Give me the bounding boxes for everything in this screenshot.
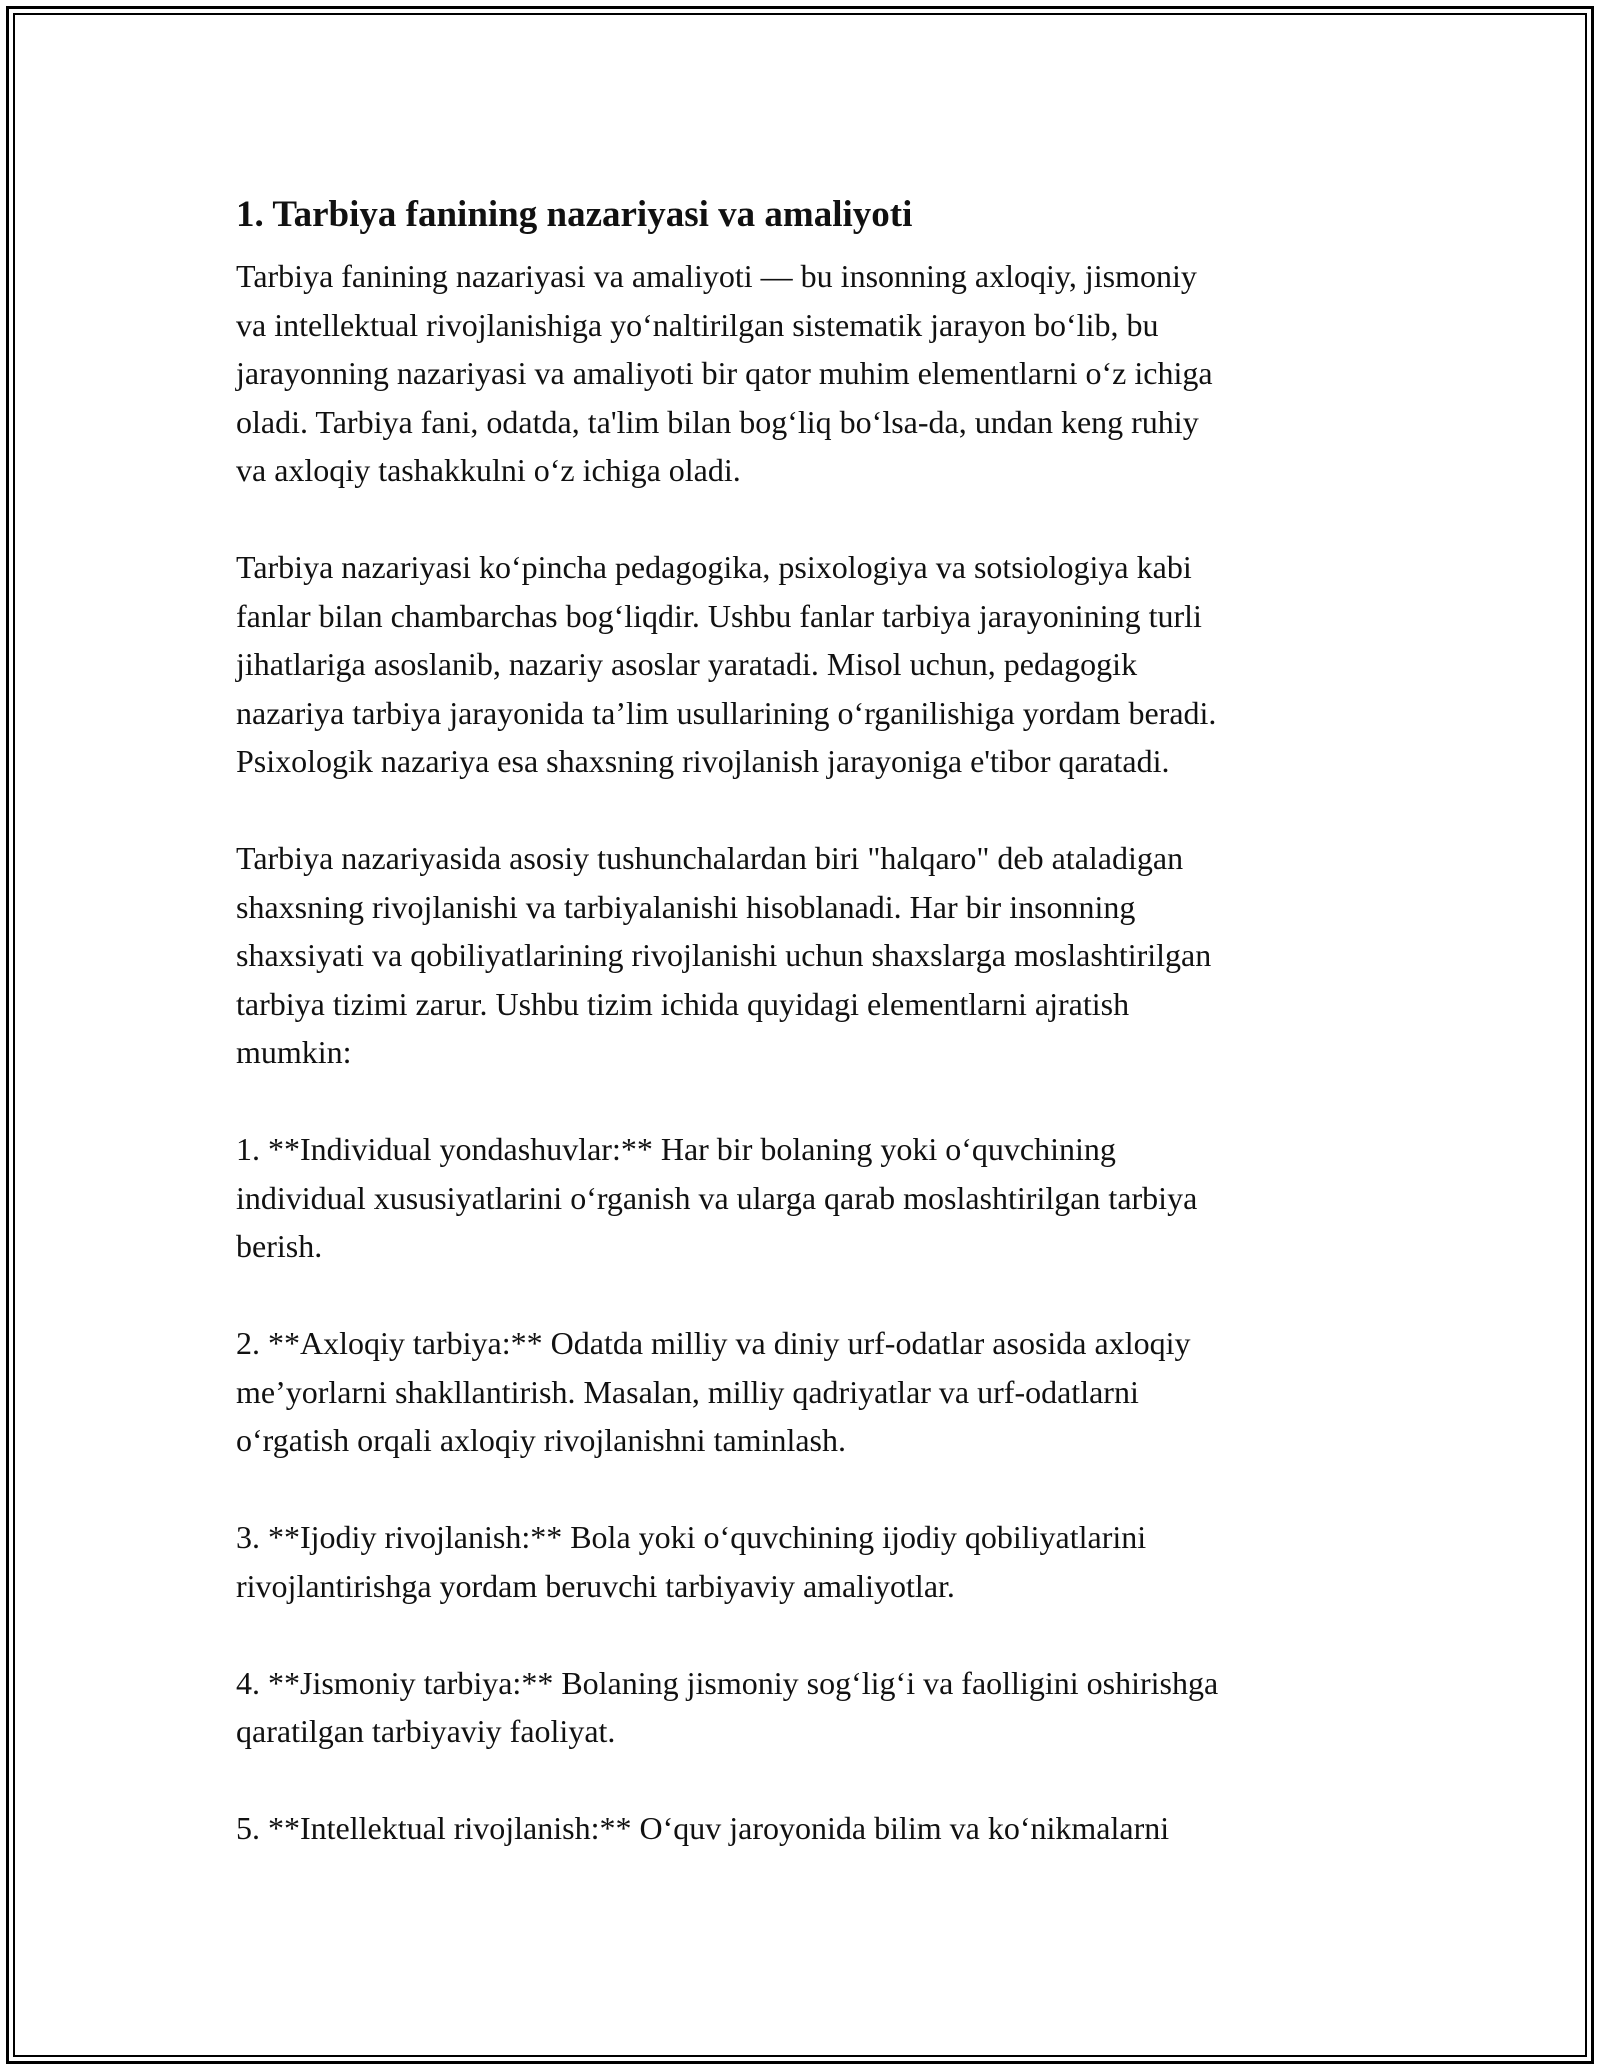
text-line: shaxsning rivojlanishi va tarbiyalanishi hisoblanadi. Har bir insonning bbox=[236, 888, 1136, 925]
text-line: shaxsiyati va qobiliyatlarining rivojlanishi uchun shaxslarga moslashtirilgan bbox=[236, 937, 1212, 973]
text-line: nazariya tarbiya jarayonida ta’lim usullarining oʻrganilishiga yordam beradi. bbox=[236, 694, 1217, 731]
text-line: va axloqiy tashakkulni oʻz ichiga oladi. bbox=[236, 452, 741, 488]
text-line: berish. bbox=[236, 1228, 323, 1264]
text-line: mumkin: bbox=[236, 1034, 352, 1070]
text-line: fanlar bilan chambarchas bogʻliqdir. Ushbu fanlar tarbiya jarayonining turli bbox=[236, 597, 1202, 634]
list-item bbox=[236, 1804, 1376, 1853]
text-line: jarayonning nazariyasi va amaliyoti bir qator muhim elementlarni oʻz ichiga bbox=[236, 355, 1213, 391]
text-line: Tarbiya nazariyasida asosiy tushunchalardan biri "halqaro" deb ataladigan bbox=[236, 840, 1184, 876]
text-line: Tarbiya fanining nazariyasi va amaliyoti — bu insonning axloqiy, jismoniy bbox=[236, 258, 1197, 294]
text-line: 5. **Intellektual rivojlanish:** Oʻquv jaroyonida bilim va koʻnikmalarni bbox=[236, 1810, 1170, 1846]
paragraph bbox=[236, 252, 1376, 495]
text-line: jihatlariga asoslanib, nazariy asoslar yaratadi. Misol uchun, pedagogik bbox=[236, 646, 1138, 682]
text-line: individual xususiyatlarini oʻrganish va ularga qarab moslashtirilgan tarbiya bbox=[236, 1179, 1198, 1216]
text-line: va intellektual rivojlanishiga yoʻnaltirilgan sistematik jarayon boʻlib, bu bbox=[236, 306, 1159, 343]
text-line: 4. **Jismoniy tarbiya:** Bolaning jismoniy sogʻligʻi va faolligini oshirishga bbox=[236, 1664, 1219, 1701]
text-line: oʻrgatish orqali axloqiy rivojlanishni taminlash. bbox=[236, 1422, 846, 1458]
text-line: oladi. Tarbiya fani, odatda, ta'lim bilan bogʻliq boʻlsa-da, undan keng ruhiy bbox=[236, 403, 1199, 440]
list-item bbox=[236, 1659, 1376, 1756]
text-line: me’yorlarni shakllantirish. Masalan, milliy qadriyatlar va urf-odatlarni bbox=[236, 1373, 1139, 1410]
text-line: tarbiya tizimi zarur. Ushbu tizim ichida quyidagi elementlarni ajratish bbox=[236, 985, 1130, 1022]
text-line: rivojlantirishga yordam beruvchi tarbiyaviy amaliyotlar. bbox=[236, 1567, 955, 1604]
paragraph bbox=[236, 543, 1376, 786]
text-line: 1. **Individual yondashuvlar:** Har bir bolaning yoki oʻquvchining bbox=[236, 1131, 1116, 1167]
text-line: 2. **Axloqiy tarbiya:** Odatda milliy va diniy urf-odatlar asosida axloqiy bbox=[236, 1325, 1191, 1361]
document-body bbox=[236, 180, 1376, 1901]
list-item bbox=[236, 1125, 1376, 1271]
text-line: Tarbiya nazariyasi koʻpincha pedagogika, psixologiya va sotsiologiya kabi bbox=[236, 549, 1192, 585]
paragraph bbox=[236, 834, 1376, 1077]
text-line: Psixologik nazariya esa shaxsning rivojlanish jarayoniga e'tibor qaratadi. bbox=[236, 743, 1170, 779]
list-item bbox=[236, 1319, 1376, 1465]
list-item bbox=[236, 1513, 1376, 1610]
text-line: qaratilgan tarbiyaviy faoliyat. bbox=[236, 1713, 616, 1749]
section-title: 1. Tarbiya fanining nazariyasi va amaliyoti bbox=[236, 194, 913, 235]
text-line: 3. **Ijodiy rivojlanish:** Bola yoki oʻquvchining ijodiy qobiliyatlarini bbox=[236, 1519, 1147, 1555]
